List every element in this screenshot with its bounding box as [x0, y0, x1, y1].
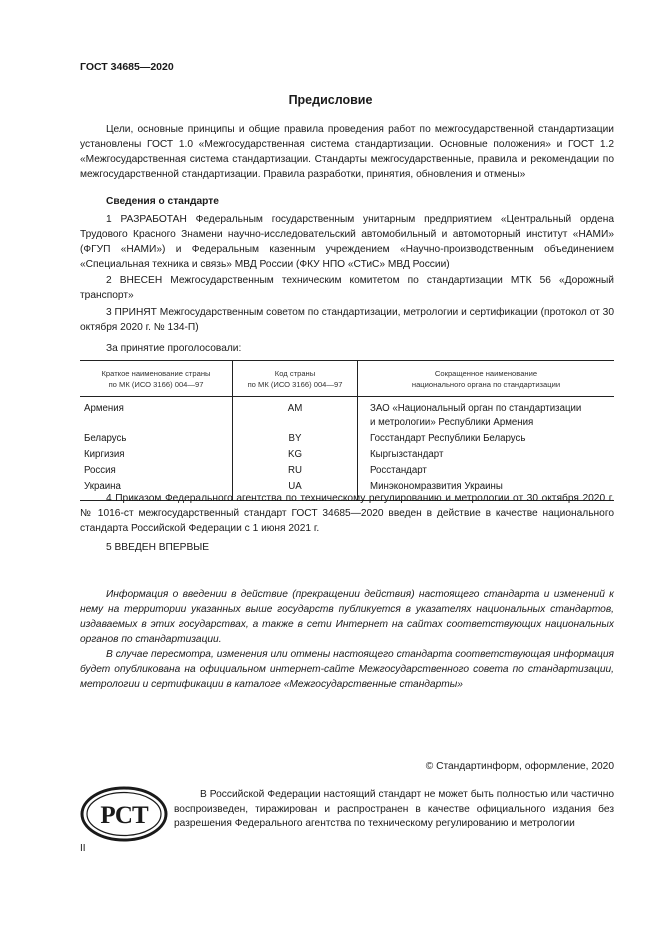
- reproduction-notice: В Российской Федерации настоящий стандарт не может быть полностью или частично воспроизведен, тиражирован и распространен в качестве официального издания без разрешения Федерального агентства по техническому регулированию и метрологии: [174, 789, 614, 829]
- country-cell: Армения: [80, 397, 233, 432]
- column-header-code: [233, 361, 358, 397]
- country-cell: Украина: [80, 479, 233, 501]
- column-header-org-line1: Сокращенное наименование: [434, 369, 538, 378]
- column-header-country: [80, 361, 233, 397]
- about-item-4: 4 Приказом Федерального агентства по техническому регулированию и метрологии от 30 октября 2020 г. № 1016-ст межгосударственный стандарт ГОСТ 34685—2020 введен в действие в качестве национального стандарта Российской Федерации с 1 июня 2021 г.: [80, 493, 614, 534]
- about-item-1: 1 РАЗРАБОТАН Федеральным государственным унитарным предприятием «Центральный ордена Трудового Красного Знамени научно-исследовательский автомобильный и автомоторный институт «НАМИ» (ФГУП «НАМИ») и Федеральным казенным учреждением «Научно-производственным объединением «Специальная техника и связь» МВД России (ФКУ НПО «СТиС» МВД России): [80, 214, 614, 270]
- preface-paragraph: Цели, основные принципы и общие правила проведения работ по межгосударственной стандартизации установлены ГОСТ 1.0 «Межгосударственная система стандартизации. Основные положения» и ГОСТ 1.2 «Межгосударственная система стандартизации. Стандарты межгосударственные, правила и рекомендации по межгосударственной стандартизации. Правила разработки, принятия, обновления и отмены»: [80, 124, 614, 180]
- about-item-2: 2 ВНЕСЕН Межгосударственным техническим комитетом по стандартизации МТК 56 «Дорожный транспорт»: [80, 275, 614, 301]
- standard-code-header: ГОСТ 34685—2020: [80, 61, 174, 73]
- column-header-org: [358, 361, 615, 397]
- page-number: II: [80, 843, 86, 854]
- page-title: Предисловие: [288, 93, 373, 107]
- country-cell: Беларусь: [80, 431, 233, 447]
- code-cell: UA: [233, 479, 358, 501]
- about-item-5: 5 ВВЕДЕН ВПЕРВЫЕ: [106, 542, 210, 553]
- table-row: [80, 431, 614, 447]
- column-header-org-line2: национального органа по стандартизации: [411, 379, 561, 389]
- column-header-code-line1: Код страны: [274, 369, 316, 378]
- org-line: ЗАО «Национальный орган по стандартизации: [370, 403, 582, 414]
- rst-logo-icon: [80, 786, 168, 842]
- table-row: [80, 397, 614, 432]
- column-header-country-line2: по МК (ИСО 3166) 004—97: [108, 379, 204, 389]
- country-cell: Киргизия: [80, 447, 233, 463]
- code-cell: RU: [233, 463, 358, 479]
- org-cell: Минэкономразвития Украины: [358, 479, 615, 501]
- org-cell: Росстандарт: [370, 465, 427, 476]
- column-header-country-line1: Краткое наименование страны: [101, 369, 211, 378]
- org-cell: [358, 397, 615, 432]
- vote-table-header-row: [80, 361, 614, 397]
- copyright-line: © Стандартинформ, оформление, 2020: [425, 761, 614, 772]
- code-cell: AM: [233, 397, 358, 432]
- notice-paragraph-1: Информация о введении в действие (прекращении действия) настоящего стандарта и изменений к нему на территории указанных выше государств публикуется в указателях национальных стандартов, издаваемых в этих государствах, а также в сети Интернет на сайтах соответствующих национальных органов по стандартизации.: [80, 589, 614, 645]
- code-cell: KG: [233, 447, 358, 463]
- org-cell: Госстандарт Республики Беларусь: [370, 433, 526, 444]
- vote-intro: За принятие проголосовали:: [106, 343, 242, 354]
- logo-lettering: РСТ: [100, 802, 148, 829]
- notice-paragraph-2: В случае пересмотра, изменения или отмены настоящего стандарта соответствующая информация будет опубликована на официальном интернет-сайте Межгосударственного совета по стандартизации, метрологии и сертификации в каталоге «Межгосударственные стандарты»: [80, 649, 614, 690]
- country-cell: Россия: [80, 463, 233, 479]
- vote-table: [80, 360, 614, 501]
- about-standard-heading: Сведения о стандарте: [106, 196, 219, 207]
- org-line: и метрологии» Республики Армения: [370, 417, 534, 428]
- column-header-code-line2: по МК (ИСО 3166) 004—97: [247, 379, 343, 389]
- org-cell: Кыргызстандарт: [370, 449, 444, 460]
- table-row: [80, 447, 614, 463]
- table-row: [80, 463, 614, 479]
- about-item-3: 3 ПРИНЯТ Межгосударственным советом по стандартизации, метрологии и сертификации (протокол от 30 октября 2020 г. № 134-П): [80, 307, 614, 333]
- code-cell: BY: [233, 431, 358, 447]
